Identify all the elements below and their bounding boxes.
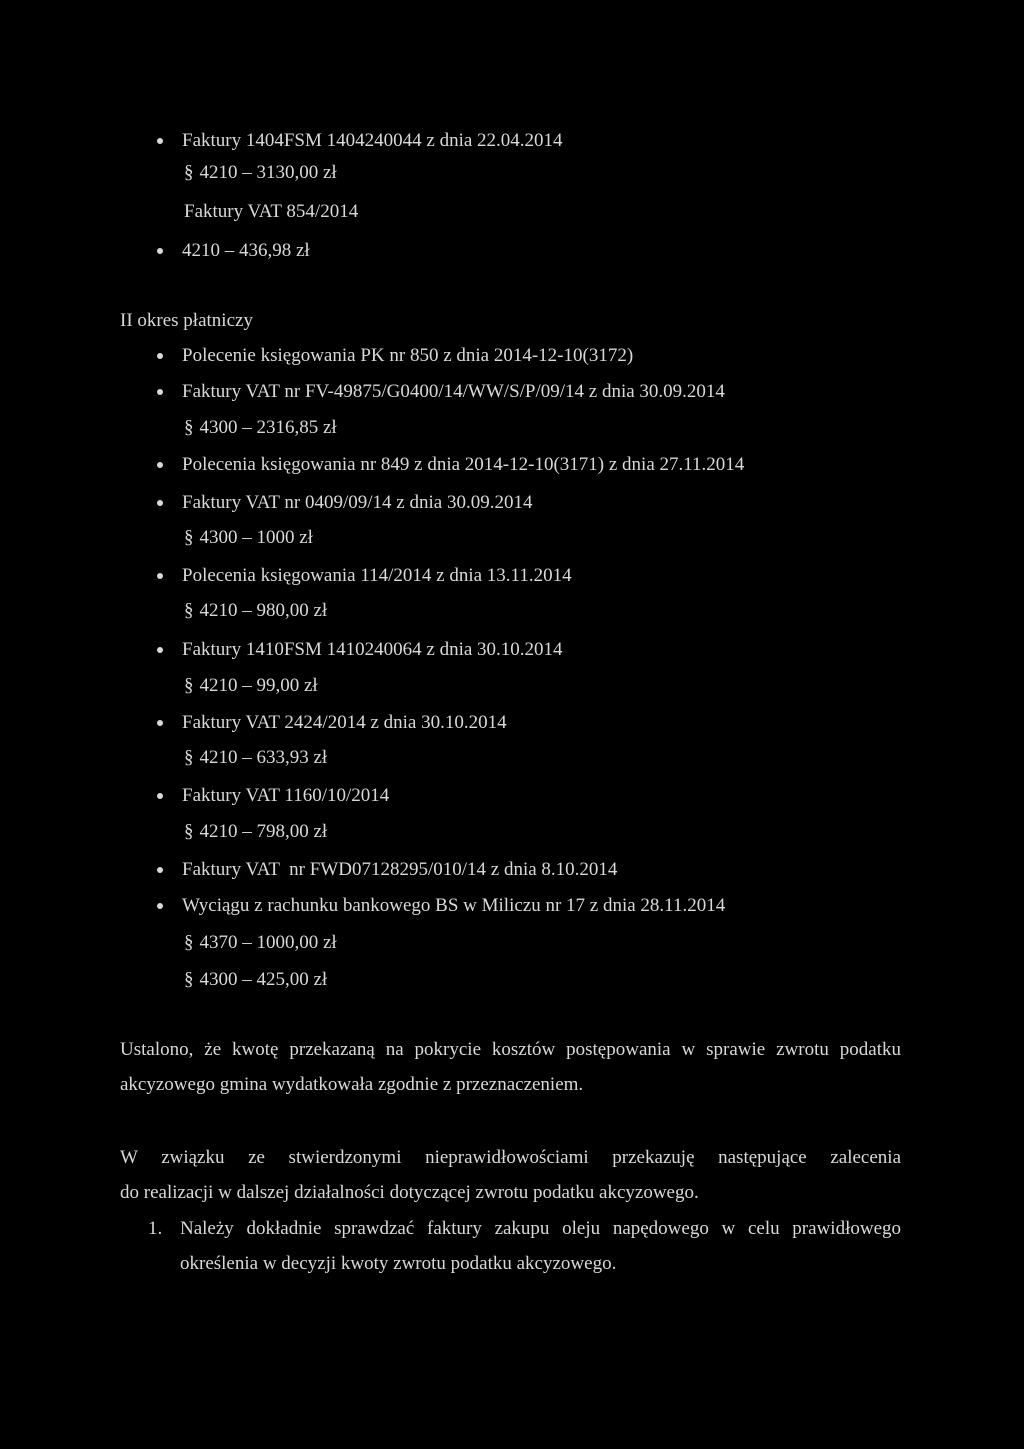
account-line: [184, 527, 313, 549]
section-sign: §: [184, 417, 194, 438]
list-item: Faktury VAT nr 0409/09/14 z dnia 30.09.2014: [182, 492, 533, 513]
account-line: [184, 417, 337, 439]
bullet-icon: [157, 500, 163, 506]
list-number: 1.: [148, 1218, 163, 1239]
plain-line: Faktury VAT 854/2014: [184, 201, 359, 222]
account-line: [184, 821, 327, 843]
bullet-icon: [157, 248, 163, 254]
account-line: [184, 747, 327, 769]
paragraph-line: do realizacji w dalszej działalności dotyczącej zwrotu podatku akcyzowego.: [120, 1182, 699, 1203]
section-heading: II okres płatniczy: [120, 310, 253, 331]
list-item: Polecenie księgowania PK nr 850 z dnia 2014-12-10(3172): [182, 345, 634, 366]
list-item: Faktury VAT nr FV-49875/G0400/14/WW/S/P/09/14 z dnia 30.09.2014: [182, 381, 725, 402]
paragraph-line: akcyzowego gmina wydatkowała zgodnie z przeznaczeniem.: [120, 1074, 584, 1095]
section-sign: §: [184, 527, 194, 548]
bullet-icon: [157, 903, 163, 909]
bullet-icon: [157, 389, 163, 395]
account-line-text: 4210 – 798,00 zł: [199, 821, 328, 842]
numbered-item-line: określenia w decyzji kwoty zwrotu podatku akcyzowego.: [180, 1253, 617, 1274]
account-line-text: 4210 – 633,93 zł: [199, 747, 328, 768]
account-line: [184, 932, 337, 954]
list-item: Faktury 1404FSM 1404240044 z dnia 22.04.2014: [182, 130, 563, 151]
section-sign: §: [184, 747, 194, 768]
section-sign: §: [184, 675, 194, 696]
list-item: Polecenia księgowania nr 849 z dnia 2014-12-10(3171) z dnia 27.11.2014: [182, 454, 745, 475]
account-line: [184, 162, 337, 184]
list-item: Faktury 1410FSM 1410240064 z dnia 30.10.2014: [182, 639, 563, 660]
bullet-icon: [157, 462, 163, 468]
account-line: [184, 600, 327, 622]
bullet-icon: [157, 647, 163, 653]
bullet-icon: [157, 720, 163, 726]
numbered-item-line: Należy dokładnie sprawdzać faktury zakupu oleju napędowego w celu prawidłowego: [180, 1218, 901, 1239]
account-line-text: 4370 – 1000,00 zł: [199, 932, 337, 953]
section-sign: §: [184, 932, 194, 953]
bullet-icon: [157, 793, 163, 799]
section-sign: §: [184, 821, 194, 842]
list-item: Polecenia księgowania 114/2014 z dnia 13.11.2014: [182, 565, 572, 586]
bullet-icon: [157, 573, 163, 579]
bullet-icon: [157, 867, 163, 873]
account-line-text: 4210 – 980,00 zł: [199, 600, 328, 621]
paragraph-line: Ustalono, że kwotę przekazaną na pokrycie kosztów postępowania w sprawie zwrotu podatku: [120, 1039, 901, 1060]
account-line: [184, 969, 327, 991]
section-sign: §: [184, 162, 194, 183]
list-item: Faktury VAT 2424/2014 z dnia 30.10.2014: [182, 712, 507, 733]
bullet-icon: [157, 353, 163, 359]
account-line-text: 4300 – 425,00 zł: [199, 969, 328, 990]
account-line: [184, 675, 318, 697]
account-line-text: 4300 – 2316,85 zł: [199, 417, 337, 438]
bullet-icon: [157, 138, 163, 144]
account-line-text: 4300 – 1000 zł: [199, 527, 313, 548]
list-item: Faktury VAT 1160/10/2014: [182, 785, 390, 806]
section-sign: §: [184, 969, 194, 990]
account-line-text: 4210 – 3130,00 zł: [199, 162, 337, 183]
section-sign: §: [184, 600, 194, 621]
list-item: Wyciągu z rachunku bankowego BS w Miliczu nr 17 z dnia 28.11.2014: [182, 895, 726, 916]
paragraph-line: W związku ze stwierdzonymi nieprawidłowościami przekazuję następujące zalecenia: [120, 1147, 901, 1168]
list-item: 4210 – 436,98 zł: [182, 240, 310, 261]
list-item: Faktury VAT nr FWD07128295/010/14 z dnia 8.10.2014: [182, 859, 618, 880]
account-line-text: 4210 – 99,00 zł: [199, 675, 318, 696]
